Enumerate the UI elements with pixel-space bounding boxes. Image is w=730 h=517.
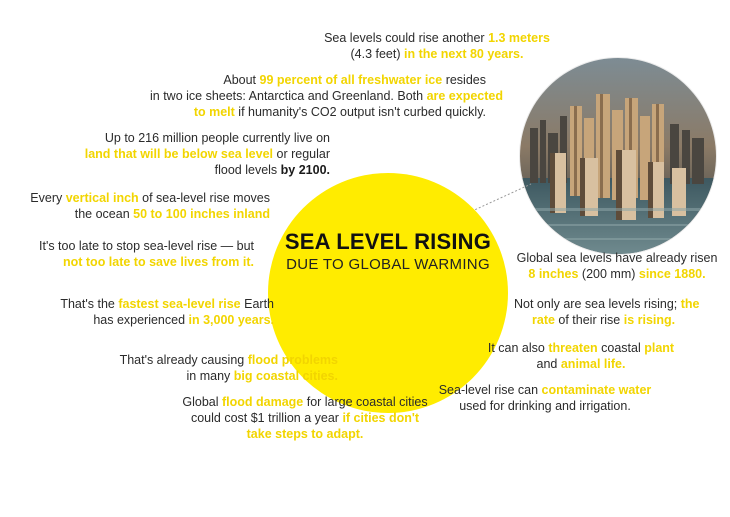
fact-people-at-risk: Up to 216 million people currently live on land that will be below sea level or regular flood levels by 2100.	[84, 131, 330, 177]
fact-sea-level-rise-forecast: Sea levels could rise another 1.3 meters (4.3 feet) in the next 80 years.	[324, 31, 550, 61]
center-subtitle: DUE TO GLOBAL WARMING	[286, 256, 490, 273]
fact-already-risen: Global sea levels have already risen 8 inches (200 mm) since 1880.	[516, 251, 718, 281]
fact-vertical-inch: Every vertical inch of sea-level rise moves the ocean 50 to 100 inches inland	[30, 191, 270, 221]
fact-contaminate-water: Sea-level rise can contaminate water used for drinking and irrigation.	[438, 383, 652, 413]
fact-rate-rising: Not only are sea levels rising; the rate of their rise is rising.	[514, 297, 700, 327]
fact-flood-problems: That's already causing flood problems in many big coastal cities.	[119, 353, 338, 383]
flooded-city-illustration	[520, 58, 716, 254]
flooded-city-photo	[520, 58, 716, 254]
fact-too-late: It's too late to stop sea-level rise — but not too late to save lives from it.	[39, 239, 254, 269]
fact-fastest-rise: That's the fastest sea-level rise Earth has experienced in 3,000 years.	[60, 297, 274, 327]
fact-freshwater-ice: About 99 percent of all freshwater ice resides in two ice sheets: Antarctica and Greenland. Both are expected to melt if humanity's CO2 output isn't curbed quickly.	[150, 73, 503, 119]
fact-flood-damage: Global flood damage for large coastal cities could cost $1 trillion a year if cities don't take steps to adapt.	[182, 395, 428, 441]
fact-plant-animal-life: It can also threaten coastal plant and animal life.	[487, 341, 675, 371]
center-title: SEA LEVEL RISING	[284, 229, 492, 254]
